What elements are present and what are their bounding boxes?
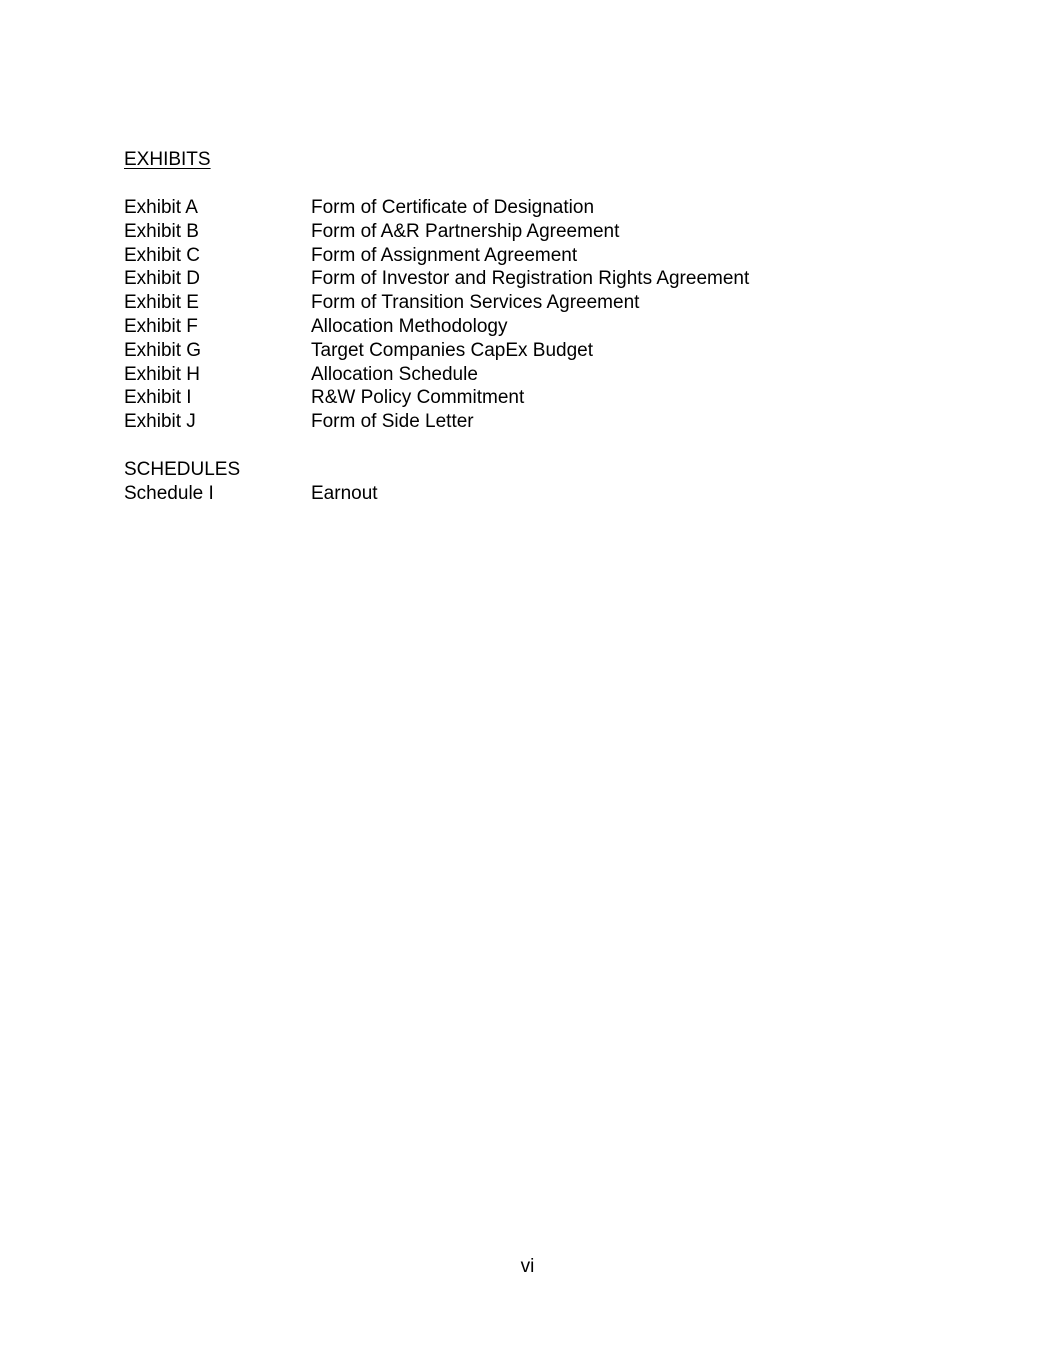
exhibit-description: Allocation Methodology: [311, 315, 508, 337]
schedule-description: Earnout: [311, 483, 378, 504]
exhibit-description: Form of Side Letter: [311, 411, 474, 433]
exhibit-row: [124, 315, 924, 339]
exhibit-row: [124, 220, 924, 244]
exhibit-label: Exhibit I: [124, 387, 192, 409]
schedules-heading: SCHEDULES: [124, 459, 241, 480]
exhibit-row: [124, 267, 924, 291]
exhibit-description: Form of Certificate of Designation: [311, 197, 595, 218]
exhibit-row: [124, 244, 924, 268]
exhibit-label: Exhibit A: [124, 197, 198, 218]
exhibit-label: Exhibit H: [124, 363, 201, 385]
exhibit-row: [124, 386, 924, 410]
exhibits-list: [124, 196, 924, 434]
exhibits-heading: EXHIBITS: [124, 149, 211, 170]
exhibit-label: Exhibit G: [124, 339, 202, 361]
exhibit-description: Target Companies CapEx Budget: [311, 339, 593, 361]
exhibit-label: Exhibit J: [124, 411, 196, 433]
exhibit-label: Exhibit E: [124, 292, 199, 314]
page-number: vi: [520, 1256, 535, 1277]
exhibit-row: [124, 196, 924, 220]
exhibit-row: [124, 339, 924, 363]
exhibit-description: Form of Assignment Agreement: [311, 244, 578, 266]
exhibit-label: Exhibit F: [124, 315, 198, 337]
schedule-label: Schedule I: [124, 483, 214, 504]
exhibit-label: Exhibit C: [124, 244, 201, 266]
exhibit-description: R&W Policy Commitment: [311, 387, 525, 409]
exhibit-row: [124, 410, 924, 434]
exhibit-row: [124, 291, 924, 315]
exhibit-description: Form of Transition Services Agreement: [311, 292, 640, 314]
schedule-row: [124, 482, 924, 506]
exhibit-row: [124, 363, 924, 387]
exhibit-description: Allocation Schedule: [311, 363, 478, 385]
schedules-list: [124, 482, 924, 506]
exhibit-description: Form of A&R Partnership Agreement: [311, 220, 620, 242]
exhibit-label: Exhibit D: [124, 268, 201, 290]
exhibit-description: Form of Investor and Registration Rights Agreement: [311, 268, 750, 290]
exhibit-label: Exhibit B: [124, 220, 199, 242]
